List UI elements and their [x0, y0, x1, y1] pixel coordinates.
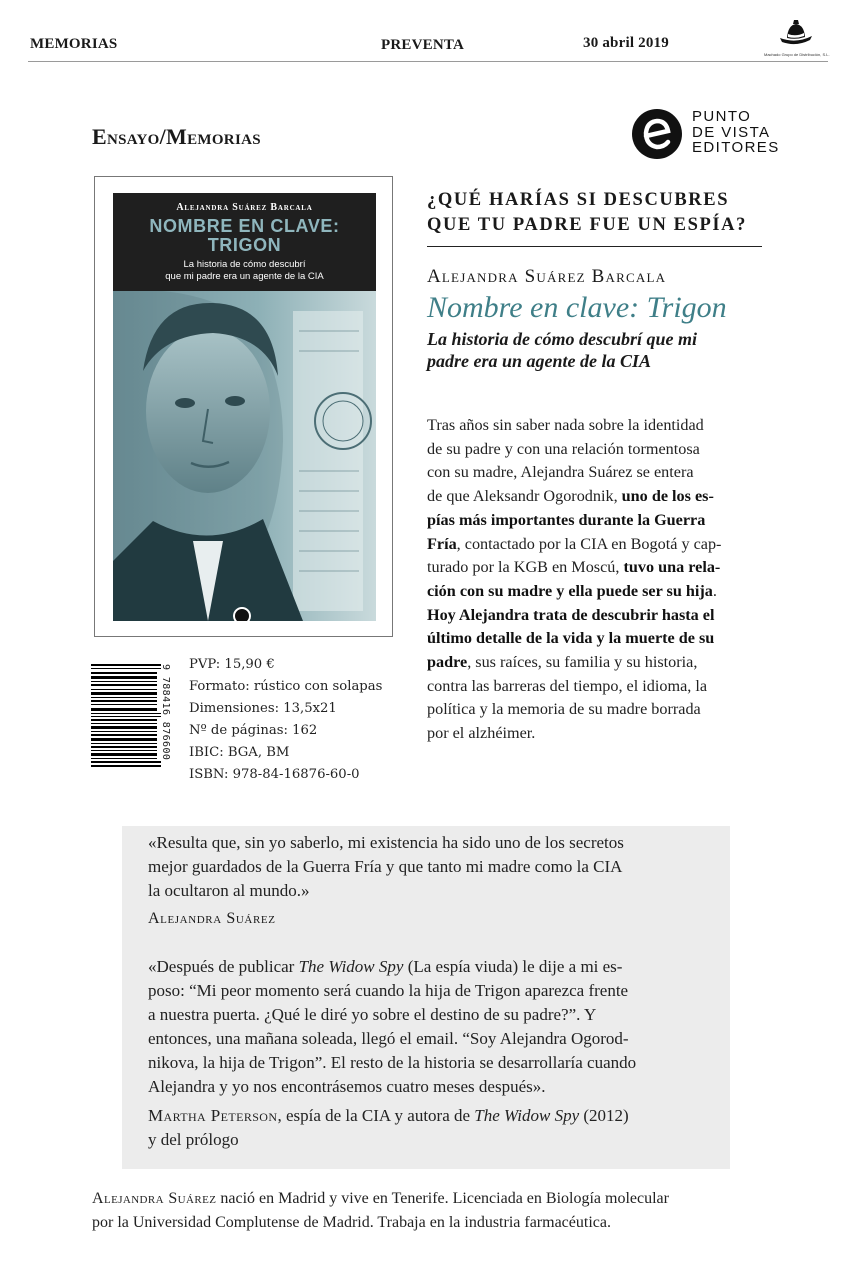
- desc-line: último detalle de la vida y la muerte de su: [427, 629, 715, 648]
- quote2-line: Alejandra y yo nos encontrásemos cuatro meses después».: [148, 1077, 546, 1096]
- cover-title-band: [113, 193, 376, 291]
- desc-line: contra las barreras del tiempo, el idioma, la: [427, 676, 708, 695]
- cover-subtitle: [113, 259, 376, 283]
- book-specs: [189, 654, 382, 786]
- book-subtitle: [427, 328, 767, 372]
- publisher-logo: [632, 108, 780, 161]
- book-subtitle-line1: La historia de cómo descubrí que mi: [427, 329, 697, 349]
- desc-line: pías más importantes durante la Guerra: [427, 510, 706, 529]
- book-subtitle-line2: padre era un agente de la CIA: [427, 351, 652, 371]
- cover-title-line1: NOMBRE EN CLAVE:: [149, 216, 340, 236]
- quote2-line: entonces, una mañana soleada, llegó el email. “Soy Alejandra Ogorod-: [148, 1029, 629, 1048]
- desc-line: por el alzhéimer.: [427, 724, 536, 743]
- quote-author: [148, 831, 624, 903]
- book-description: [427, 414, 767, 746]
- barcode-digits: [159, 664, 173, 776]
- desc-line: política y la memoria de su madre borrada: [427, 700, 701, 719]
- desc-line: turado por la KGB en Moscú, tuvo una rela-: [427, 558, 721, 577]
- book-title: Nombre en clave: Trigon: [427, 291, 727, 324]
- headline: [427, 188, 762, 247]
- desc-line: de que Aleksandr Ogorodnik, uno de los es-: [427, 487, 714, 506]
- author-bio: Alejandra Suárez nació en Madrid y vive en Tenerife. Licenciada en Biología molecular por la Universidad Complutense de Madrid. Trabaja en la industria farmacéutica.: [92, 1190, 669, 1231]
- quote1-line: mejor guardados de la Guerra Fría y que tanto mi madre como la CIA: [148, 857, 623, 876]
- hat-logo-icon: [776, 16, 816, 50]
- quote1-line: la ocultaron al mundo.»: [148, 881, 310, 900]
- header-category: MEMORIAS: [30, 36, 118, 52]
- spec-format: Formato: rústico con solapas: [189, 679, 383, 694]
- spec-ibic: IBIC: BGA, BM: [189, 745, 290, 760]
- publisher-name-line1: PUNTO: [692, 108, 752, 125]
- headline-line1: ¿QUÉ HARÍAS SI DESCUBRES: [427, 190, 730, 210]
- quote2-attribution: Martha Peterson, espía de la CIA y autora de The Widow Spy (2012) y del prólogo: [148, 1106, 629, 1149]
- publisher-e-icon: [632, 109, 682, 159]
- desc-line: Tras años sin saber nada sobre la identidad: [427, 416, 704, 434]
- cover-title-line2: TRIGON: [207, 235, 282, 255]
- section-title: Ensayo/Memorias: [92, 124, 261, 149]
- quote2-line: nikova, la hija de Trigon”. El resto de la historia se desarrollaría cuando: [148, 1053, 637, 1072]
- book-author: Alejandra Suárez Barcala: [427, 266, 667, 287]
- header-status: PREVENTA: [381, 37, 464, 53]
- quote2-line: a nuestra puerta. ¿Qué le diré yo sobre el destino de su padre?”. Y: [148, 1005, 597, 1024]
- distributor-caption: Machado Grupo de Distribución, S.L.: [764, 52, 830, 57]
- cover-publisher-mark: [233, 607, 251, 621]
- desc-line: con su madre, Alejandra Suárez se entera: [427, 463, 694, 482]
- barcode-digits-text: 9 788416 876600: [160, 664, 171, 761]
- spec-dimensions: Dimensiones: 13,5x21: [189, 701, 337, 716]
- quote2-line: «Después de publicar The Widow Spy (La espía viuda) le dije a mi es-: [148, 957, 623, 976]
- spec-pvp: PVP: 15,90 €: [189, 657, 275, 672]
- spec-isbn: ISBN: 978-84-16876-60-0: [189, 767, 360, 782]
- header-bar: [28, 30, 828, 62]
- cover-portrait-art: [113, 291, 376, 621]
- distributor-logo: [764, 16, 828, 60]
- header-date: 30 abril 2019: [583, 35, 669, 51]
- publisher-name-line2: DE VISTA: [692, 123, 771, 141]
- cover-author: Alejandra Suárez Barcala: [176, 202, 313, 213]
- quote2-line: poso: “Mi peor momento será cuando la hija de Trigon aparezca frente: [148, 981, 629, 1000]
- headline-line2: QUE TU PADRE FUE UN ESPÍA?: [427, 215, 747, 235]
- cover-subtitle-line2: que mi padre era un agente de la CIA: [165, 271, 324, 282]
- cover-subtitle-line1: La historia de cómo descubrí: [183, 259, 306, 270]
- barcode: [91, 664, 161, 768]
- desc-line: Hoy Alejandra trata de descubrir hasta el: [427, 605, 715, 624]
- quote1-attribution: Alejandra Suárez: [148, 910, 276, 927]
- desc-line: de su padre y con una relación tormentosa: [427, 439, 700, 458]
- desc-line: ción con su madre y ella puede ser su hija.: [427, 581, 717, 600]
- cover-title: [113, 217, 376, 255]
- quote1-line: «Resulta que, sin yo saberlo, mi existencia ha sido uno de los secretos: [148, 833, 624, 852]
- spec-pages: Nº de páginas: 162: [189, 723, 318, 738]
- publisher-name-line3: EDITORES: [692, 139, 780, 156]
- book-cover: [113, 193, 376, 621]
- quote-peterson: [148, 955, 636, 1099]
- desc-line: padre, sus raíces, su familia y su historia,: [427, 653, 698, 672]
- desc-line: Fría, contactado por la CIA en Bogotá y cap-: [427, 534, 722, 553]
